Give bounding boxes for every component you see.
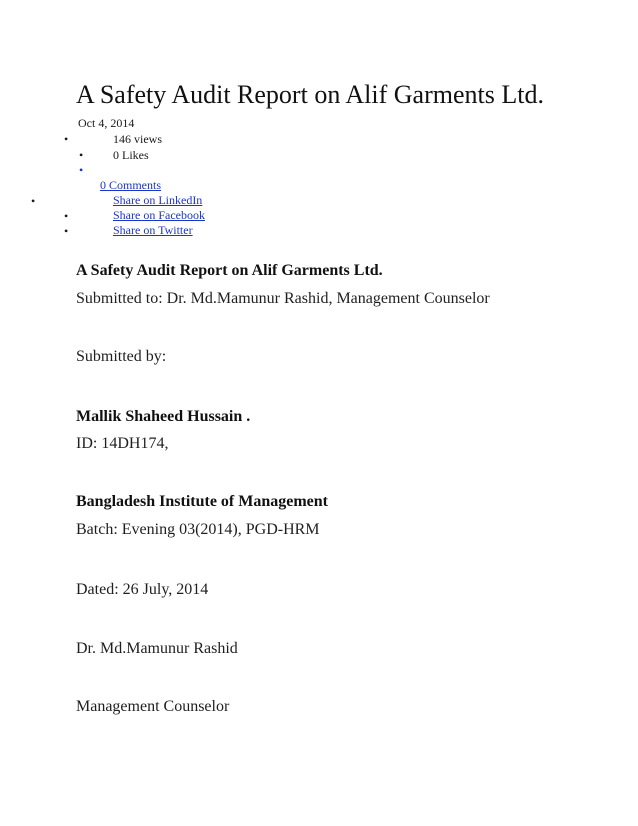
share-twitter-link[interactable]: Share on Twitter	[113, 223, 193, 237]
author-name: Mallik Shaheed Hussain .	[76, 408, 251, 425]
submitted-by-label: Submitted by:	[76, 348, 167, 365]
share-linkedin-link[interactable]: Share on LinkedIn	[113, 193, 203, 207]
post-date: Oct 4, 2014	[78, 116, 135, 130]
bullet-icon: •	[64, 224, 69, 238]
bullet-icon: •	[64, 132, 69, 146]
report-heading: A Safety Audit Report on Alif Garments Ltd.	[76, 262, 383, 279]
student-id: ID: 14DH174,	[76, 435, 169, 452]
dated: Dated: 26 July, 2014	[76, 581, 209, 598]
comments-link[interactable]: 0 Comments	[100, 178, 162, 192]
bullet-icon: •	[64, 209, 69, 223]
institute-name: Bangladesh Institute of Management	[76, 493, 329, 510]
bullet-icon: •	[79, 148, 84, 162]
batch-info: Batch: Evening 03(2014), PGD-HRM	[76, 521, 320, 538]
counselor-name: Dr. Md.Mamunur Rashid	[76, 640, 238, 657]
submitted-to: Submitted to: Dr. Md.Mamunur Rashid, Management Counselor	[76, 290, 490, 307]
counselor-title: Management Counselor	[76, 698, 230, 715]
share-facebook-link[interactable]: Share on Facebook	[113, 208, 205, 222]
bullet-icon: •	[31, 194, 36, 208]
views-count: 146 views	[113, 132, 162, 146]
page-title: A Safety Audit Report on Alif Garments Ltd.	[76, 80, 544, 109]
bullet-icon: •	[79, 163, 84, 177]
likes-count: 0 Likes	[113, 148, 149, 162]
